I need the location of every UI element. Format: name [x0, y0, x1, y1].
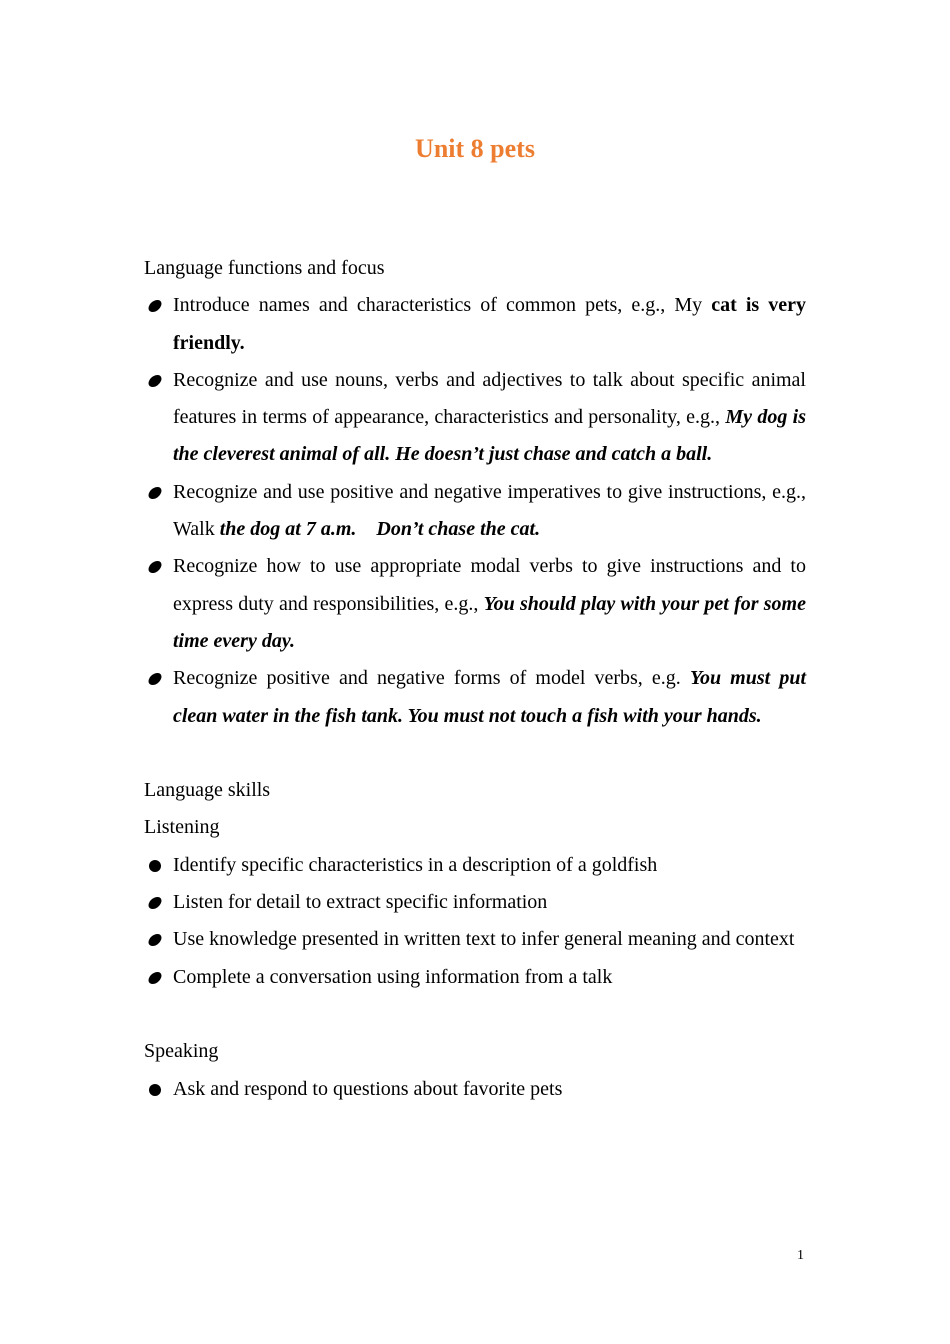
document-body: [144, 250, 806, 1108]
section-heading-language-functions: Language functions and focus: [144, 257, 385, 279]
list-item: Identify specific characteristics in a description of a goldfish: [144, 847, 806, 884]
bullet-icon: [147, 972, 163, 984]
list-item: Use knowledge presented in written text to infer general meaning and context: [144, 921, 806, 958]
subsection-heading-speaking: Speaking: [144, 1040, 219, 1063]
list-item: Listen for detail to extract specific information: [144, 884, 806, 921]
bullet-icon: [149, 860, 161, 872]
bullet-icon: [147, 300, 163, 312]
list-item: Recognize and use positive and negative imperatives to give instructions, e.g., Walk the dog at 7 a.m. Don’t chase the cat.: [144, 474, 806, 549]
spacer: [144, 735, 806, 772]
list-item: Ask and respond to questions about favorite pets: [144, 1071, 806, 1108]
list-item: Recognize positive and negative forms of model verbs, e.g. You must put clean water in the fish tank. You must not touch a fish with your hands.: [144, 660, 806, 735]
list-item: Complete a conversation using information from a talk: [144, 959, 806, 996]
bullet-icon: [147, 487, 163, 499]
bullet-icon: [147, 673, 163, 685]
bullet-icon: [147, 375, 163, 387]
bullet-icon: [149, 1084, 161, 1096]
section-heading-language-skills: Language skills: [144, 779, 271, 802]
list-item: Recognize how to use appropriate modal verbs to give instructions and to express duty and responsibilities, e.g., You should play with your pet for some time every day.: [144, 548, 806, 660]
bullet-icon: [147, 934, 163, 946]
bullet-icon: [147, 897, 163, 909]
page-number: 1: [797, 1248, 804, 1263]
list-item: Introduce names and characteristics of common pets, e.g., My cat is very friendly.: [144, 287, 806, 362]
subsection-heading-listening: Listening: [144, 816, 220, 839]
bullet-icon: [147, 561, 163, 573]
page-title: Unit 8 pets: [415, 134, 535, 163]
spacer: [144, 996, 806, 1033]
list-item: Recognize and use nouns, verbs and adjectives to talk about specific animal features in terms of appearance, characteristics and personality, e.g., My dog is the cleverest animal of all. He doesn’t just chase and catch a ball.: [144, 362, 806, 474]
